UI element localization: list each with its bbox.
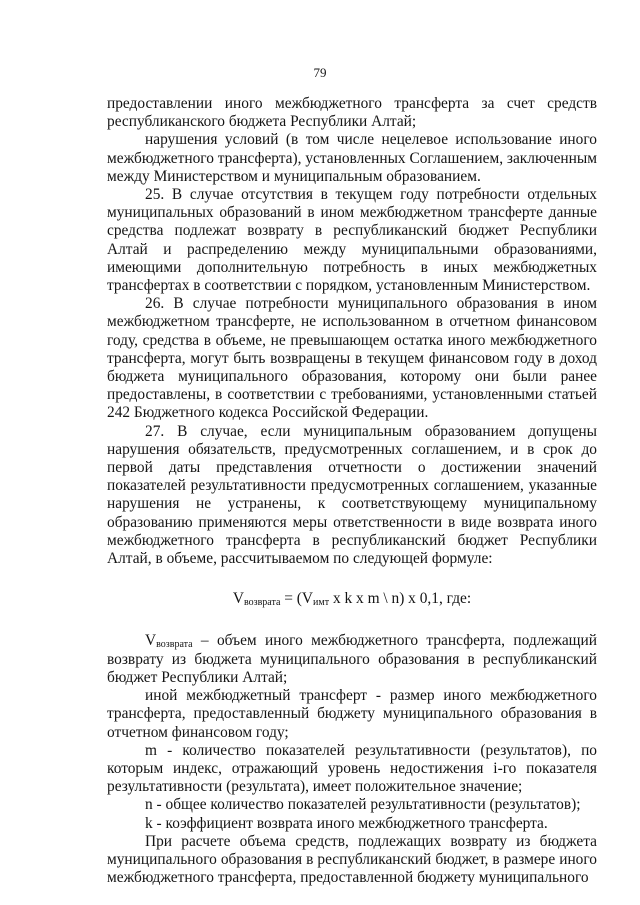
definition-k: k - коэффициент возврата иного межбюджетного трансферта. [145, 814, 548, 832]
page-number: 79 [313, 65, 327, 80]
definition-v-return [107, 632, 597, 687]
definition-transfer: иной межбюджетный трансферт - размер иного межбюджетного трансферта, предоставленный бюджету муниципального образования в отчетном финансовом году; [107, 687, 597, 741]
definition-v-text: – объем иного межбюджетного трансферта, подлежащий возврату из бюджета муниципального образования в республиканский бюджет Республики Алтай; [107, 632, 597, 686]
formula-eq-open: = (V [280, 590, 314, 608]
definition-v-subscript: возврата [156, 639, 193, 651]
return-formula [107, 590, 597, 608]
definition-v-symbol: V [145, 632, 157, 650]
paragraph-26: 26. В случае потребности муниципального образования в ином межбюджетном трансферте, не использованном в отчетном финансовом году, средства в объеме, не превышающем остатка иного межбюджетного трансферта, могут быть возвращены в текущем финансовом году в доход бюджета муниципального образования, которому они были ранее предоставлены, в соответствии с требованиями, установленными статьей 242 Бюджетного кодекса Российской Федерации. [107, 295, 597, 422]
paragraph-continuation: предоставлении иного межбюджетного трансферта за счет средств республиканского бюджета Республики Алтай; [107, 95, 597, 131]
formula-imt-subscript: имт [313, 597, 330, 609]
paragraph-calculation: При расчете объема средств, подлежащих возврату из бюджета муниципального образования в республиканский бюджет, в размере иного межбюджетного трансферта, предоставленной бюджету муниципального [107, 832, 597, 887]
definition-n: n - общее количество показателей результативности (результатов); [145, 796, 581, 814]
formula-rhs: x k x m \ n) x 0,1, где: [329, 590, 472, 608]
formula-lhs-subscript: возврата [243, 597, 281, 609]
paragraph-27: 27. В случае, если муниципальным образованием допущены нарушения обязательств, предусмотренных соглашением, и в срок до первой даты представления отчетности о достижении значений показателей результативности предусмотренных соглашением, указанные нарушения не устранены, к соответствующему муниципальному образованию применяются меры ответственности в виде возврата иного межбюджетного трансферта в республиканский бюджет Республики Алтай, в объеме, рассчитываемом по следующей формуле: [107, 422, 597, 568]
definition-m: m - количество показателей результативности (результатов), по которым индекс, отражающий уровень недостижения i-го показателя результативности (результата), имеет положительное значение; [107, 741, 597, 796]
document-body [107, 95, 597, 887]
paragraph-violations: нарушения условий (в том числе нецелевое использование иного межбюджетного трансферта), установленных Соглашением, заключенным между Министерством и муниципальным образованием. [107, 131, 597, 185]
formula-lhs-symbol: V [232, 590, 244, 608]
paragraph-25: 25. В случае отсутствия в текущем году потребности отдельных муниципальных образований в ином межбюджетном трансферте данные средства подлежат возврату в республиканский бюджет Республики Алтай и распределению между муниципальными образованиями, имеющими дополнительную потребность в иных межбюджетных трансфертах в соответствии с порядком, установленным Министерством. [107, 186, 597, 295]
